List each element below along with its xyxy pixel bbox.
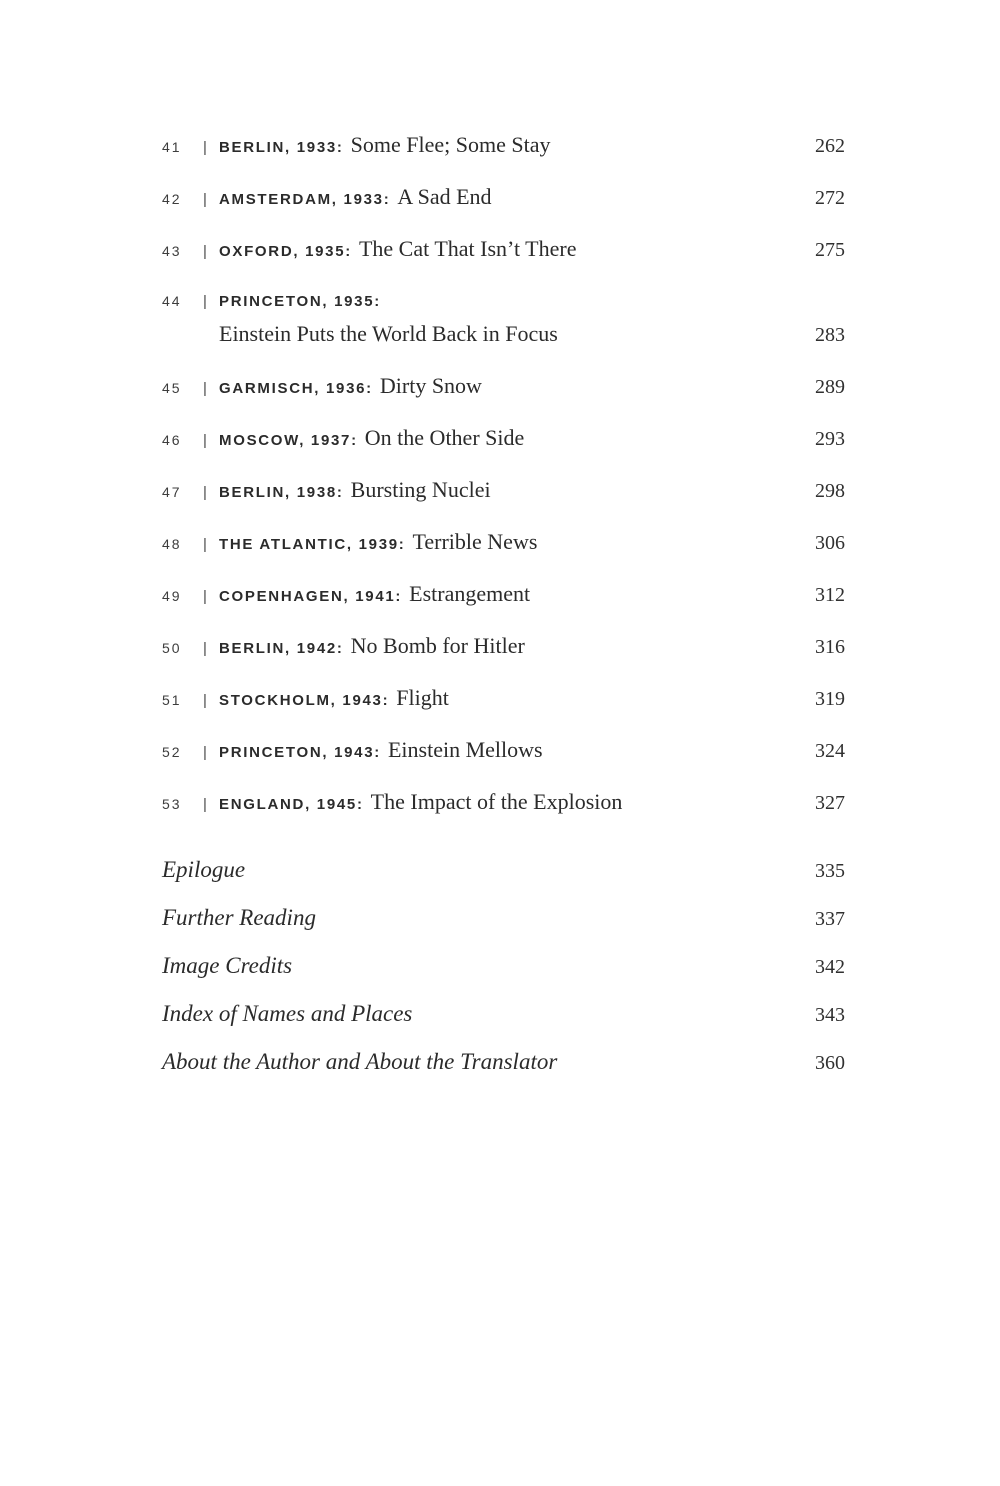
chapter-number: 51 (162, 692, 182, 708)
chapter-page-number: 293 (815, 428, 845, 450)
chapter-location: STOCKHOLM, 1943: (219, 692, 390, 709)
chapter-entry (219, 737, 801, 766)
back-matter-page-number: 335 (815, 860, 845, 882)
separator-bar: | (203, 640, 207, 657)
chapter-entry (219, 633, 801, 662)
chapter-number: 53 (162, 796, 182, 812)
chapter-location: MOSCOW, 1937: (219, 432, 358, 449)
chapter-location: GARMISCH, 1936: (219, 380, 373, 397)
separator-bar: | (203, 243, 207, 260)
chapter-title: Einstein Puts the World Back in Focus (219, 321, 558, 346)
chapter-number: 44 (162, 293, 182, 309)
chapter-page-number: 312 (815, 584, 845, 606)
separator-bar: | (203, 139, 207, 156)
chapter-row-44-location-line (162, 288, 845, 315)
chapter-row-48 (162, 529, 845, 558)
chapter-location: THE ATLANTIC, 1939: (219, 536, 406, 553)
chapter-title: Estrangement (409, 581, 531, 606)
chapter-title: Einstein Mellows (387, 737, 543, 762)
separator-bar: | (203, 588, 207, 605)
back-matter-list (162, 856, 845, 1077)
back-matter-page-number: 343 (815, 1004, 845, 1026)
chapter-title: Terrible News (412, 529, 538, 554)
chapter-location: BERLIN, 1938: (219, 484, 344, 501)
chapter-row-49 (162, 581, 845, 610)
back-matter-row-index (162, 1000, 845, 1029)
chapter-number: 42 (162, 191, 182, 207)
chapter-page-number: 298 (815, 480, 845, 502)
chapter-page-number: 319 (815, 688, 845, 710)
chapter-number: 41 (162, 139, 182, 155)
chapter-row-44-title-line (162, 321, 845, 350)
chapter-title: Dirty Snow (379, 373, 482, 398)
chapter-row-41 (162, 132, 845, 161)
chapter-title: On the Other Side (364, 425, 525, 450)
chapter-entry (219, 321, 801, 350)
chapter-title: No Bomb for Hitler (350, 633, 525, 658)
chapter-location: PRINCETON, 1935: (219, 293, 381, 310)
back-matter-page-number: 342 (815, 956, 845, 978)
chapter-row-47 (162, 477, 845, 506)
chapter-location: BERLIN, 1933: (219, 139, 344, 156)
chapter-entry (219, 289, 845, 315)
back-matter-row-epilogue (162, 856, 845, 885)
chapter-page-number: 324 (815, 740, 845, 762)
back-matter-row-image-credits (162, 952, 845, 981)
chapter-entry (219, 789, 801, 818)
back-matter-row-about (162, 1048, 845, 1077)
chapter-location: ENGLAND, 1945: (219, 796, 364, 813)
chapter-row-51 (162, 685, 845, 714)
separator-bar: | (203, 692, 207, 709)
chapter-number: 52 (162, 744, 182, 760)
separator-bar: | (203, 380, 207, 397)
chapter-entry (219, 529, 801, 558)
back-matter-title: About the Author and About the Translator (162, 1049, 558, 1074)
chapter-location: BERLIN, 1942: (219, 640, 344, 657)
back-matter-row-further-reading (162, 904, 845, 933)
chapter-title: The Cat That Isn’t There (358, 236, 577, 261)
chapter-page-number: 275 (815, 239, 845, 261)
separator-bar: | (203, 293, 207, 310)
chapter-entry (219, 184, 801, 213)
separator-bar: | (203, 432, 207, 449)
chapter-row-50 (162, 633, 845, 662)
chapter-number: 45 (162, 380, 182, 396)
chapter-location: COPENHAGEN, 1941: (219, 588, 403, 605)
chapter-page-number: 316 (815, 636, 845, 658)
chapter-title: Bursting Nuclei (350, 477, 491, 502)
chapter-row-43 (162, 236, 845, 265)
chapter-number: 50 (162, 640, 182, 656)
chapter-number: 47 (162, 484, 182, 500)
chapter-number: 49 (162, 588, 182, 604)
chapter-entry (219, 132, 801, 161)
chapter-entry (219, 236, 801, 265)
chapter-number: 46 (162, 432, 182, 448)
chapter-page-number: 262 (815, 135, 845, 157)
chapter-location: AMSTERDAM, 1933: (219, 191, 391, 208)
back-matter-page-number: 337 (815, 908, 845, 930)
chapter-title: The Impact of the Explosion (370, 789, 623, 814)
back-matter-page-number: 360 (815, 1052, 845, 1074)
separator-bar: | (203, 796, 207, 813)
back-matter-title: Further Reading (162, 905, 316, 930)
chapter-location: OXFORD, 1935: (219, 243, 352, 260)
chapter-page-number: 272 (815, 187, 845, 209)
chapter-row-46 (162, 425, 845, 454)
chapter-title: A Sad End (397, 184, 492, 209)
chapter-location: PRINCETON, 1943: (219, 744, 381, 761)
chapter-page-number: 306 (815, 532, 845, 554)
chapter-page-number: 327 (815, 792, 845, 814)
chapter-title: Flight (396, 685, 449, 710)
separator-bar: | (203, 191, 207, 208)
chapter-page-number: 283 (815, 324, 845, 346)
chapter-row-45 (162, 373, 845, 402)
chapter-entry (219, 373, 801, 402)
separator-bar: | (203, 744, 207, 761)
chapter-list (162, 132, 845, 818)
chapter-entry (219, 477, 801, 506)
back-matter-title: Image Credits (162, 953, 293, 978)
chapter-page-number: 289 (815, 376, 845, 398)
chapter-number: 43 (162, 243, 182, 259)
chapter-row-42 (162, 184, 845, 213)
separator-bar: | (203, 484, 207, 501)
chapter-row-52 (162, 737, 845, 766)
chapter-entry (219, 685, 801, 714)
chapter-number: 48 (162, 536, 182, 552)
back-matter-title: Epilogue (162, 857, 246, 882)
chapter-entry (219, 425, 801, 454)
back-matter-title: Index of Names and Places (162, 1001, 413, 1026)
chapter-entry (219, 581, 801, 610)
chapter-row-53 (162, 789, 845, 818)
chapter-title: Some Flee; Some Stay (350, 132, 551, 157)
separator-bar: | (203, 536, 207, 553)
